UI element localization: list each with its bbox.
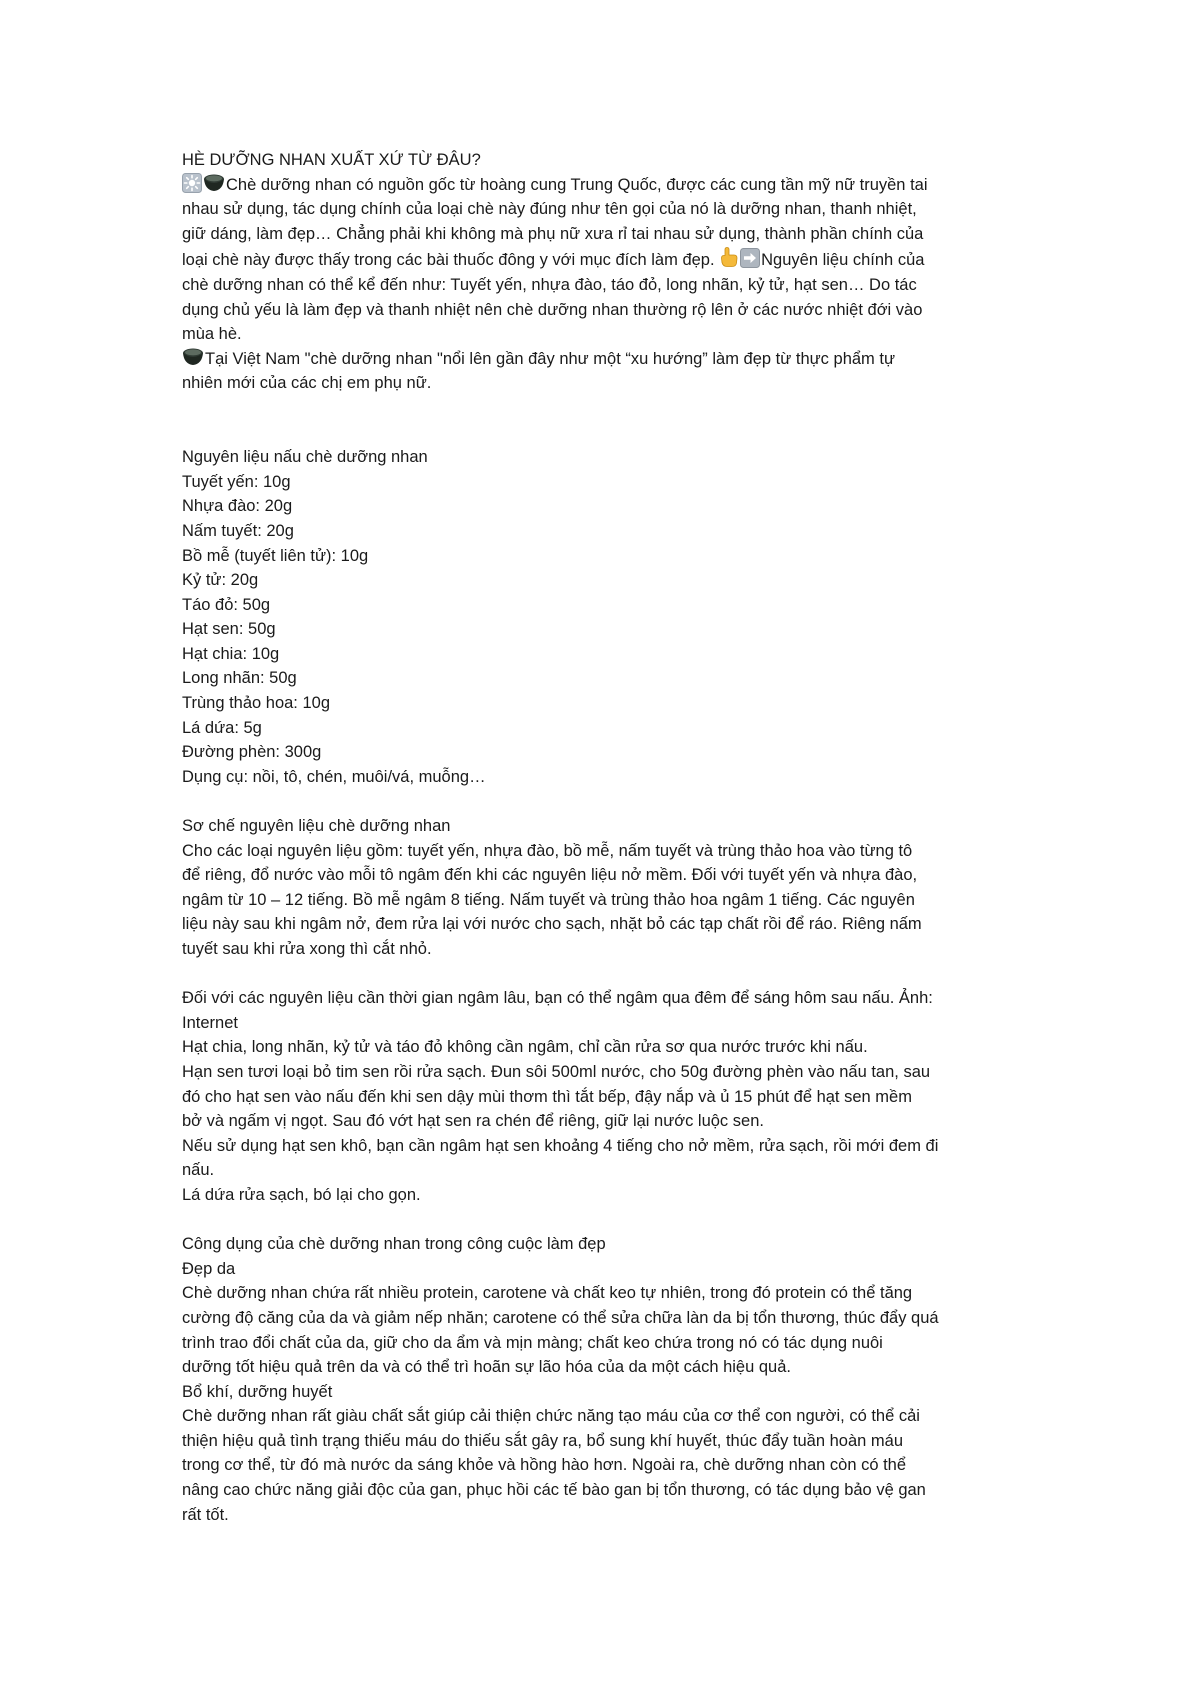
ingredient-item: Nhựa đào: 20g: [182, 497, 293, 516]
sun-icon: [182, 173, 202, 193]
ingredient-item: Dụng cụ: nồi, tô, chén, muôi/vá, muỗng…: [182, 767, 486, 786]
intro-line: nhau sử dụng, tác dụng chính của loại chè này đúng như tên gọi của nó là dưỡng nhan, thanh nhiệt,: [182, 200, 917, 219]
ingredient-item: Trùng thảo hoa: 10g: [182, 694, 331, 713]
right-arrow-icon: [740, 248, 760, 268]
prep-line: Nếu sử dụng hạt sen khô, bạn cần ngâm hạt sen khoảng 4 tiếng cho nở mềm, rửa sạch, rồi mới đem đi: [182, 1136, 939, 1155]
benefits-line: nâng cao chức năng giải độc của gan, phục hồi các tế bào gan bị tổn thương, có tác dụng bảo vệ gan: [182, 1481, 926, 1500]
ingredients-heading: Nguyên liệu nấu chè dưỡng nhan: [182, 448, 428, 467]
intro-line: Tại Việt Nam "chè dưỡng nhan "nổi lên gần đây như một “xu hướng” làm đẹp từ thực phẩm tự: [182, 347, 1032, 372]
bowl-icon: [182, 347, 204, 367]
benefits-subheading: Đẹp da: [182, 1259, 236, 1278]
ingredient-item: Đường phèn: 300g: [182, 743, 322, 762]
prep-line: nấu.: [182, 1161, 215, 1180]
ingredient-item: Hạt chia: 10g: [182, 644, 280, 663]
prep-line: ngâm từ 10 – 12 tiếng. Bồ mễ ngâm 8 tiếng. Nấm tuyết và trùng thảo hoa ngâm 1 tiếng. Các nguyên: [182, 890, 915, 909]
benefits-line: trong cơ thể, từ đó mà nước da sáng khỏe và hồng hào hơn. Ngoài ra, chè dưỡng nhan còn có thể: [182, 1456, 907, 1475]
intro-line: chè dưỡng nhan có thể kể đến như: Tuyết yến, nhựa đào, táo đỏ, long nhãn, kỷ tử, hạt sen… Do tác: [182, 275, 917, 294]
benefits-line: dưỡng tốt hiệu quả trên da và có thể trì hoãn sự lão hóa của da một cách hiệu quả.: [182, 1358, 791, 1377]
prep-line: Đối với các nguyên liệu cần thời gian ngâm lâu, bạn có thể ngâm qua đêm để sáng hôm sau nấu. Ảnh:: [182, 989, 933, 1008]
prep-heading: Sơ chế nguyên liệu chè dưỡng nhan: [182, 817, 451, 836]
intro-line: loại chè này được thấy trong các bài thuốc đông y với mục đích làm đẹp. Nguyên liệu chính của: [182, 246, 1032, 273]
benefits-line: rất tốt.: [182, 1505, 229, 1524]
prep-line: Cho các loại nguyên liệu gồm: tuyết yến, nhựa đào, bồ mễ, nấm tuyết và trùng thảo hoa vào từng tô: [182, 841, 913, 860]
ingredient-item: Bồ mễ (tuyết liên tử): 10g: [182, 546, 369, 565]
prep-line: Hạn sen tươi loại bỏ tim sen rồi rửa sạch. Đun sôi 500ml nước, cho 50g đường phèn vào nấu tan, sau: [182, 1062, 931, 1081]
benefits-line: Chè dưỡng nhan rất giàu chất sắt giúp cải thiện chức năng tạo máu của cơ thể con người, có thể cải: [182, 1407, 920, 1426]
ingredient-item: Lá dứa: 5g: [182, 718, 262, 737]
intro-line: Chè dưỡng nhan có nguồn gốc từ hoàng cung Trung Quốc, được các cung tần mỹ nữ truyền tai: [182, 173, 1032, 198]
benefits-line: Chè dưỡng nhan chứa rất nhiều protein, carotene và chất keo tự nhiên, trong đó protein có thể tăng: [182, 1284, 913, 1303]
benefits-subheading: Bổ khí, dưỡng huyết: [182, 1382, 333, 1401]
prep-line: để riêng, đổ nước vào mỗi tô ngâm đến khi các nguyên liệu nở mềm. Đối với tuyết yến và nhựa đào,: [182, 866, 918, 885]
benefits-heading: Công dụng của chè dưỡng nhan trong công cuộc làm đẹp: [182, 1235, 606, 1254]
ingredient-item: Long nhãn: 50g: [182, 669, 297, 688]
prep-line: liệu này sau khi ngâm nở, đem rửa lại với nước cho sạch, nhặt bỏ các tạp chất rồi để ráo. Riêng nấm: [182, 915, 922, 934]
prep-line: Lá dứa rửa sạch, bó lại cho gọn.: [182, 1185, 421, 1204]
document-page: [182, 148, 1032, 1527]
intro-line: giữ dáng, làm đẹp… Chẳng phải khi không mà phụ nữ xưa rỉ tai nhau sử dụng, thành phần chính của: [182, 224, 924, 243]
benefits-line: cường độ căng của da và giảm nếp nhăn; carotene có thể sửa chữa làn da bị tổn thương, thúc đẩy quá: [182, 1308, 939, 1327]
prep-line: đó cho hạt sen vào nấu đến khi sen dậy mùi thơm thì tắt bếp, đậy nắp và ủ 15 phút để hạt sen mềm: [182, 1087, 912, 1106]
prep-line: Hạt chia, long nhãn, kỷ tử và táo đỏ không cần ngâm, chỉ cần rửa sơ qua nước trước khi nấu.: [182, 1038, 868, 1057]
prep-line: Internet: [182, 1013, 238, 1032]
intro-line: nhiên mới của các chị em phụ nữ.: [182, 374, 432, 393]
ingredient-item: Kỷ tử: 20g: [182, 571, 259, 590]
pointing-hand-icon: [719, 246, 739, 268]
ingredient-item: Tuyết yến: 10g: [182, 472, 291, 491]
ingredient-item: Nấm tuyết: 20g: [182, 521, 294, 540]
prep-line: tuyết sau khi rửa xong thì cắt nhỏ.: [182, 940, 432, 958]
intro-line: mùa hè.: [182, 325, 242, 344]
benefits-line: thiện hiệu quả tình trạng thiếu máu do thiếu sắt gây ra, bổ sung khí huyết, thúc đẩy tuần hoàn máu: [182, 1431, 903, 1450]
ingredient-item: Táo đỏ: 50g: [182, 595, 271, 614]
benefits-line: trình trao đổi chất của da, giữ cho da ẩm và mịn màng; chất keo chứa trong nó có tác dụng nuôi: [182, 1333, 883, 1352]
prep-line: bở và ngấm vị ngọt. Sau đó vớt hạt sen ra chén để riêng, giữ lại nước luộc sen.: [182, 1112, 764, 1131]
section-title: HÈ DƯỠNG NHAN XUẤT XỨ TỪ ĐÂU?: [182, 151, 481, 169]
bowl-icon: [203, 173, 225, 193]
intro-line: dụng chủ yếu là làm đẹp và thanh nhiệt nên chè dưỡng nhan thường rộ lên ở các nước nhiệt đới vào: [182, 300, 923, 319]
ingredient-item: Hạt sen: 50g: [182, 620, 276, 639]
